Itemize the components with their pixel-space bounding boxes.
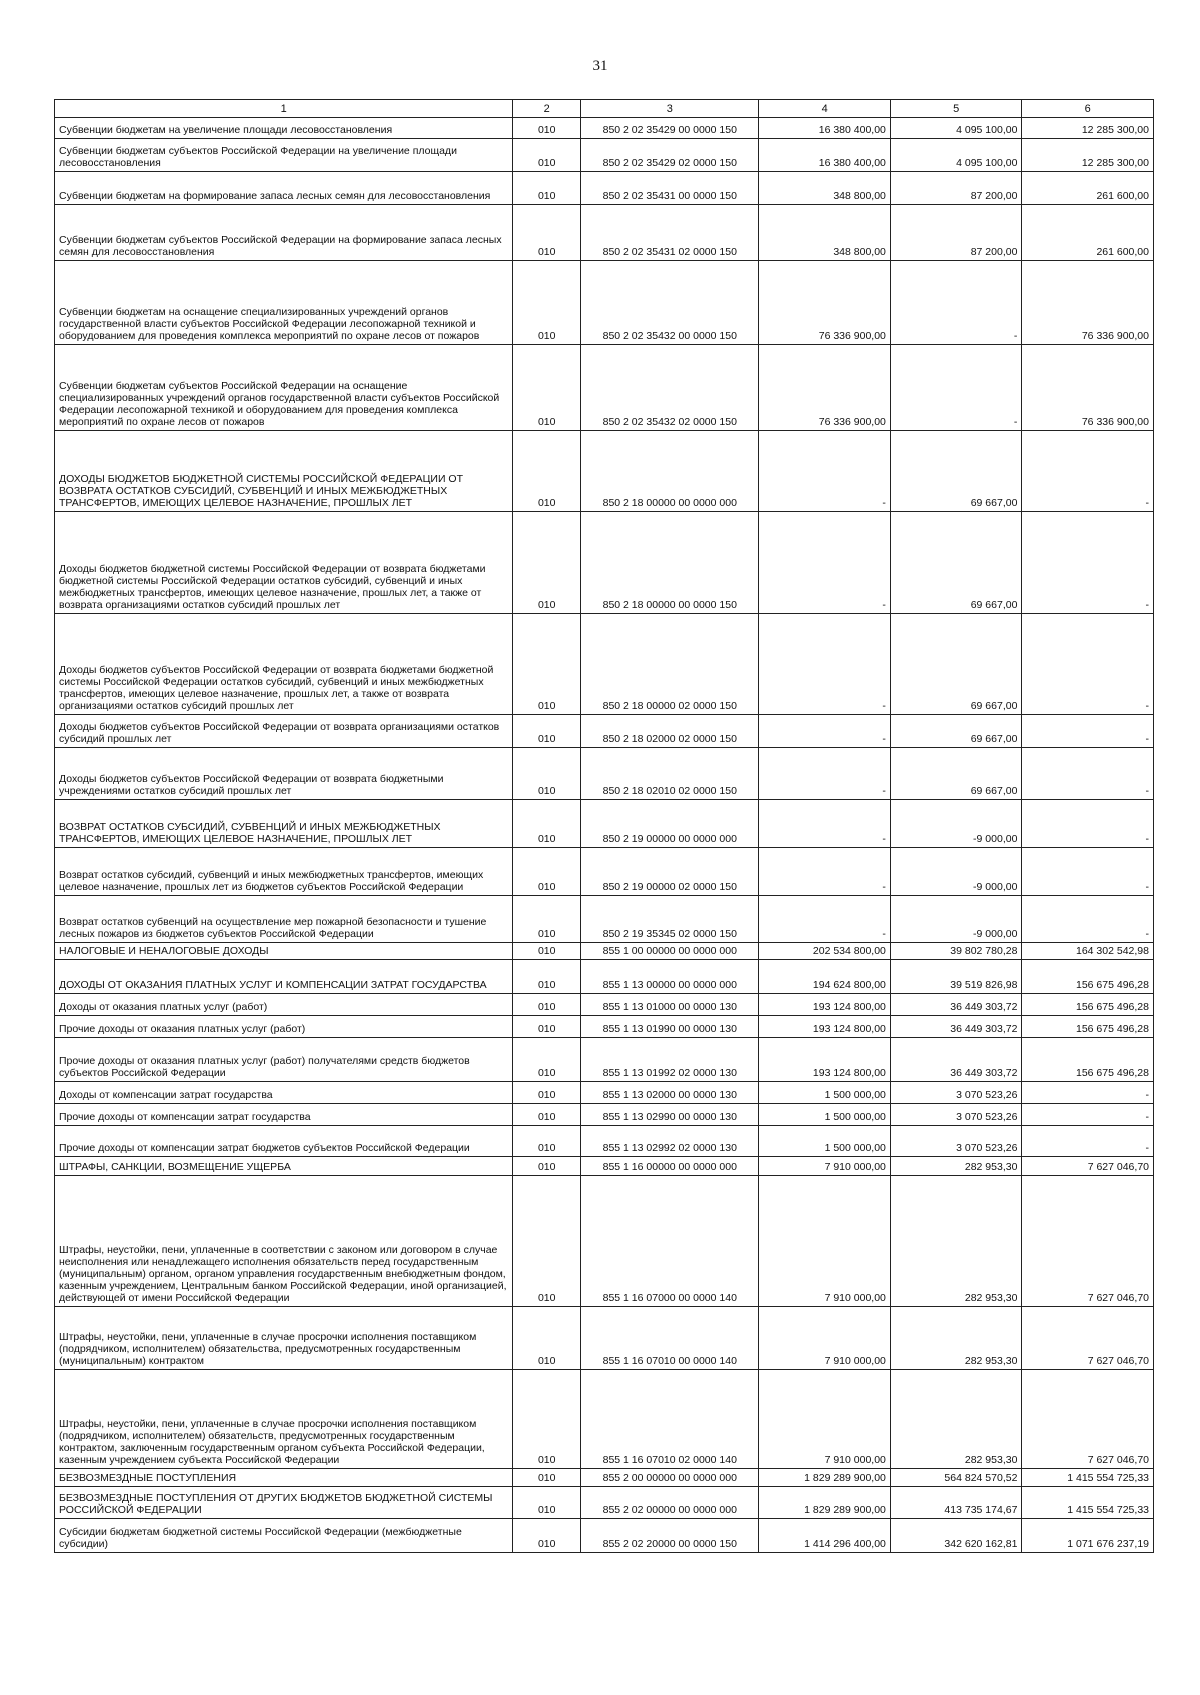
row-unexecuted-amount-cell: 1 071 676 237,19 [1022,1519,1154,1553]
row-name-cell: Субвенции бюджетам на увеличение площади лесовосстановления [55,118,513,139]
row-unexecuted-amount-cell: 156 675 496,28 [1022,1016,1154,1038]
row-line-code-cell: 010 [513,896,581,943]
row-approved-amount-cell: - [759,512,891,614]
row-budget-code-cell: 850 2 02 35431 02 0000 150 [581,205,759,261]
row-name-cell: Доходы бюджетов бюджетной системы Российской Федерации от возврата бюджетами бюджетной системы Российской Федерации остатков субсидий, субвенций и иных межбюджетных трансфертов, имеющих целевое назначение, прошлых лет, а также от возврата организациями остатков субсидий прошлых лет [55,512,513,614]
table-body [55,118,1154,1553]
row-line-code-cell: 010 [513,1016,581,1038]
row-line-code-cell: 010 [513,512,581,614]
row-unexecuted-amount-cell: 7 627 046,70 [1022,1307,1154,1370]
table-row [55,800,1154,848]
row-executed-amount-cell: 4 095 100,00 [890,139,1022,172]
row-unexecuted-amount-cell: - [1022,512,1154,614]
row-executed-amount-cell: 342 620 162,81 [890,1519,1022,1553]
row-name-cell: Субвенции бюджетам субъектов Российской Федерации на увеличение площади лесовосстановления [55,139,513,172]
row-unexecuted-amount-cell: - [1022,896,1154,943]
table-row [55,848,1154,896]
row-budget-code-cell: 850 2 02 35429 00 0000 150 [581,118,759,139]
row-name-cell: Прочие доходы от оказания платных услуг (работ) получателями средств бюджетов субъектов Российской Федерации [55,1038,513,1082]
row-line-code-cell: 010 [513,614,581,715]
table-row [55,715,1154,748]
row-executed-amount-cell: 36 449 303,72 [890,1016,1022,1038]
row-budget-code-cell: 855 1 13 02990 00 0000 130 [581,1104,759,1126]
row-unexecuted-amount-cell: 156 675 496,28 [1022,994,1154,1016]
table-row [55,1016,1154,1038]
row-line-code-cell: 010 [513,1038,581,1082]
row-budget-code-cell: 855 2 00 00000 00 0000 000 [581,1469,759,1487]
row-budget-code-cell: 855 1 16 07010 00 0000 140 [581,1307,759,1370]
table-row [55,1307,1154,1370]
row-name-cell: БЕЗВОЗМЕЗДНЫЕ ПОСТУПЛЕНИЯ [55,1469,513,1487]
table-row [55,1176,1154,1307]
row-line-code-cell: 010 [513,205,581,261]
row-line-code-cell: 010 [513,431,581,512]
row-line-code-cell: 010 [513,994,581,1016]
row-line-code-cell: 010 [513,1487,581,1519]
row-line-code-cell: 010 [513,960,581,994]
row-budget-code-cell: 855 1 13 02000 00 0000 130 [581,1082,759,1104]
row-unexecuted-amount-cell: 7 627 046,70 [1022,1370,1154,1469]
row-executed-amount-cell: 36 449 303,72 [890,1038,1022,1082]
table-row [55,1519,1154,1553]
table-row [55,1038,1154,1082]
row-approved-amount-cell: 1 500 000,00 [759,1126,891,1157]
row-unexecuted-amount-cell: 164 302 542,98 [1022,943,1154,960]
row-executed-amount-cell: 87 200,00 [890,205,1022,261]
row-name-cell: Прочие доходы от компенсации затрат бюджетов субъектов Российской Федерации [55,1126,513,1157]
row-executed-amount-cell: 282 953,30 [890,1157,1022,1176]
row-unexecuted-amount-cell: - [1022,614,1154,715]
row-name-cell: Штрафы, неустойки, пени, уплаченные в соответствии с законом или договором в случае неисполнения или ненадлежащего исполнения обязательств перед государственным (муниципальным) органом, органом управления государственным внебюджетным фондом, казенным учреждением, Центральным банком Российской Федерации, иной организацией, действующей от имени Российской Федерации [55,1176,513,1307]
row-unexecuted-amount-cell: 76 336 900,00 [1022,345,1154,431]
row-executed-amount-cell: 69 667,00 [890,715,1022,748]
row-line-code-cell: 010 [513,1469,581,1487]
row-approved-amount-cell: 194 624 800,00 [759,960,891,994]
table-row [55,1487,1154,1519]
row-line-code-cell: 010 [513,848,581,896]
row-executed-amount-cell: 282 953,30 [890,1307,1022,1370]
row-name-cell: Субвенции бюджетам на оснащение специализированных учреждений органов государственной власти субъектов Российской Федерации лесопожарной техникой и оборудованием для проведения комплекса мероприятий по охране лесов от пожаров [55,261,513,345]
row-executed-amount-cell: -9 000,00 [890,800,1022,848]
row-budget-code-cell: 850 2 02 35432 00 0000 150 [581,261,759,345]
row-name-cell: Доходы бюджетов субъектов Российской Федерации от возврата бюджетными учреждениями остатков субсидий прошлых лет [55,748,513,800]
row-line-code-cell: 010 [513,943,581,960]
row-unexecuted-amount-cell: 1 415 554 725,33 [1022,1469,1154,1487]
row-approved-amount-cell: - [759,748,891,800]
row-budget-code-cell: 850 2 19 35345 02 0000 150 [581,896,759,943]
row-unexecuted-amount-cell: - [1022,748,1154,800]
row-line-code-cell: 010 [513,345,581,431]
table-row [55,172,1154,205]
row-name-cell: НАЛОГОВЫЕ И НЕНАЛОГОВЫЕ ДОХОДЫ [55,943,513,960]
row-approved-amount-cell: 16 380 400,00 [759,139,891,172]
page-number: 31 [592,58,608,74]
row-approved-amount-cell: - [759,848,891,896]
table-row [55,1082,1154,1104]
row-name-cell: Прочие доходы от оказания платных услуг (работ) [55,1016,513,1038]
row-approved-amount-cell: 193 124 800,00 [759,994,891,1016]
row-unexecuted-amount-cell: - [1022,1126,1154,1157]
row-line-code-cell: 010 [513,800,581,848]
table-row [55,205,1154,261]
row-approved-amount-cell: 1 414 296 400,00 [759,1519,891,1553]
row-executed-amount-cell: - [890,261,1022,345]
row-approved-amount-cell: - [759,715,891,748]
row-executed-amount-cell: 282 953,30 [890,1370,1022,1469]
row-executed-amount-cell: 69 667,00 [890,512,1022,614]
row-approved-amount-cell: 193 124 800,00 [759,1016,891,1038]
row-unexecuted-amount-cell: - [1022,715,1154,748]
row-budget-code-cell: 850 2 19 00000 02 0000 150 [581,848,759,896]
column-number-row [55,100,1154,118]
row-approved-amount-cell: 76 336 900,00 [759,261,891,345]
row-unexecuted-amount-cell: 12 285 300,00 [1022,139,1154,172]
row-budget-code-cell: 855 1 16 07000 00 0000 140 [581,1176,759,1307]
row-unexecuted-amount-cell: 7 627 046,70 [1022,1157,1154,1176]
row-budget-code-cell: 855 1 13 01990 00 0000 130 [581,1016,759,1038]
row-line-code-cell: 010 [513,1176,581,1307]
column-header-3: 3 [581,100,759,118]
row-executed-amount-cell: 413 735 174,67 [890,1487,1022,1519]
row-name-cell: Штрафы, неустойки, пени, уплаченные в случае просрочки исполнения поставщиком (подрядчиком, исполнителем) обязательства, предусмотренных государственным (муниципальным) контрактом [55,1307,513,1370]
row-budget-code-cell: 855 1 13 01992 02 0000 130 [581,1038,759,1082]
table-row [55,1370,1154,1469]
row-approved-amount-cell: 1 829 289 900,00 [759,1469,891,1487]
row-executed-amount-cell: -9 000,00 [890,896,1022,943]
table-row [55,431,1154,512]
table-row [55,994,1154,1016]
budget-revenue-table [54,99,1154,1553]
row-executed-amount-cell: 3 070 523,26 [890,1104,1022,1126]
row-budget-code-cell: 855 1 13 01000 00 0000 130 [581,994,759,1016]
row-unexecuted-amount-cell: - [1022,1104,1154,1126]
row-name-cell: ДОХОДЫ БЮДЖЕТОВ БЮДЖЕТНОЙ СИСТЕМЫ РОССИЙСКОЙ ФЕДЕРАЦИИ ОТ ВОЗВРАТА ОСТАТКОВ СУБСИДИЙ, СУБВЕНЦИЙ И ИНЫХ МЕЖБЮДЖЕТНЫХ ТРАНСФЕРТОВ, ИМЕЮЩИХ ЦЕЛЕВОЕ НАЗНАЧЕНИЕ, ПРОШЛЫХ ЛЕТ [55,431,513,512]
row-line-code-cell: 010 [513,172,581,205]
table-row [55,1104,1154,1126]
row-name-cell: ШТРАФЫ, САНКЦИИ, ВОЗМЕЩЕНИЕ УЩЕРБА [55,1157,513,1176]
row-approved-amount-cell: 7 910 000,00 [759,1307,891,1370]
row-unexecuted-amount-cell: 1 415 554 725,33 [1022,1487,1154,1519]
column-header-2: 2 [513,100,581,118]
row-line-code-cell: 010 [513,118,581,139]
row-budget-code-cell: 850 2 18 00000 00 0000 150 [581,512,759,614]
table-row [55,943,1154,960]
row-name-cell: Доходы от компенсации затрат государства [55,1082,513,1104]
row-executed-amount-cell: 69 667,00 [890,614,1022,715]
table-row [55,139,1154,172]
row-unexecuted-amount-cell: 12 285 300,00 [1022,118,1154,139]
row-name-cell: Субвенции бюджетам субъектов Российской Федерации на оснащение специализированных учреждений органов государственной власти субъектов Российской Федерации лесопожарной техникой и оборудованием для проведения комплекса мероприятий по охране лесов от пожаров [55,345,513,431]
row-name-cell: Возврат остатков субвенций на осуществление мер пожарной безопасности и тушение лесных пожаров из бюджетов субъектов Российской Федерации [55,896,513,943]
row-approved-amount-cell: 16 380 400,00 [759,118,891,139]
row-executed-amount-cell: 564 824 570,52 [890,1469,1022,1487]
row-approved-amount-cell: 7 910 000,00 [759,1176,891,1307]
row-line-code-cell: 010 [513,715,581,748]
row-executed-amount-cell: 282 953,30 [890,1176,1022,1307]
row-name-cell: Субсидии бюджетам бюджетной системы Российской Федерации (межбюджетные субсидии) [55,1519,513,1553]
column-header-4: 4 [759,100,891,118]
row-line-code-cell: 010 [513,139,581,172]
row-budget-code-cell: 855 1 13 00000 00 0000 000 [581,960,759,994]
row-line-code-cell: 010 [513,1370,581,1469]
row-approved-amount-cell: - [759,614,891,715]
row-unexecuted-amount-cell: 261 600,00 [1022,205,1154,261]
row-budget-code-cell: 855 1 13 02992 02 0000 130 [581,1126,759,1157]
row-approved-amount-cell: 348 800,00 [759,172,891,205]
row-line-code-cell: 010 [513,1082,581,1104]
row-name-cell: Субвенции бюджетам субъектов Российской Федерации на формирование запаса лесных семян для лесовосстановления [55,205,513,261]
row-executed-amount-cell: 3 070 523,26 [890,1082,1022,1104]
row-approved-amount-cell: 1 829 289 900,00 [759,1487,891,1519]
row-executed-amount-cell: - [890,345,1022,431]
row-name-cell: Доходы бюджетов субъектов Российской Федерации от возврата организациями остатков субсидий прошлых лет [55,715,513,748]
row-unexecuted-amount-cell: - [1022,1082,1154,1104]
row-executed-amount-cell: 36 449 303,72 [890,994,1022,1016]
row-executed-amount-cell: 39 519 826,98 [890,960,1022,994]
row-unexecuted-amount-cell: 7 627 046,70 [1022,1176,1154,1307]
row-unexecuted-amount-cell: 76 336 900,00 [1022,261,1154,345]
row-budget-code-cell: 855 2 02 20000 00 0000 150 [581,1519,759,1553]
table-row [55,614,1154,715]
row-approved-amount-cell: 202 534 800,00 [759,943,891,960]
table-row [55,960,1154,994]
table-row [55,748,1154,800]
row-name-cell: ВОЗВРАТ ОСТАТКОВ СУБСИДИЙ, СУБВЕНЦИЙ И ИНЫХ МЕЖБЮДЖЕТНЫХ ТРАНСФЕРТОВ, ИМЕЮЩИХ ЦЕЛЕВОЕ НАЗНАЧЕНИЕ, ПРОШЛЫХ ЛЕТ [55,800,513,848]
row-budget-code-cell: 850 2 18 00000 02 0000 150 [581,614,759,715]
row-line-code-cell: 010 [513,261,581,345]
row-budget-code-cell: 850 2 02 35432 02 0000 150 [581,345,759,431]
row-name-cell: Возврат остатков субсидий, субвенций и иных межбюджетных трансфертов, имеющих целевое назначение, прошлых лет из бюджетов субъектов Российской Федерации [55,848,513,896]
row-name-cell: БЕЗВОЗМЕЗДНЫЕ ПОСТУПЛЕНИЯ ОТ ДРУГИХ БЮДЖЕТОВ БЮДЖЕТНОЙ СИСТЕМЫ РОССИЙСКОЙ ФЕДЕРАЦИИ [55,1487,513,1519]
row-approved-amount-cell: 7 910 000,00 [759,1157,891,1176]
row-executed-amount-cell: 4 095 100,00 [890,118,1022,139]
row-budget-code-cell: 850 2 19 00000 00 0000 000 [581,800,759,848]
row-executed-amount-cell: 69 667,00 [890,431,1022,512]
row-budget-code-cell: 850 2 02 35431 00 0000 150 [581,172,759,205]
table-row [55,896,1154,943]
row-unexecuted-amount-cell: - [1022,431,1154,512]
row-approved-amount-cell: - [759,800,891,848]
row-line-code-cell: 010 [513,748,581,800]
column-header-5: 5 [890,100,1022,118]
row-name-cell: Доходы от оказания платных услуг (работ) [55,994,513,1016]
row-executed-amount-cell: 39 802 780,28 [890,943,1022,960]
row-line-code-cell: 010 [513,1126,581,1157]
table-row [55,118,1154,139]
row-approved-amount-cell: 193 124 800,00 [759,1038,891,1082]
row-line-code-cell: 010 [513,1519,581,1553]
table-row [55,512,1154,614]
column-header-1: 1 [55,100,513,118]
table-row [55,261,1154,345]
row-budget-code-cell: 850 2 18 02010 02 0000 150 [581,748,759,800]
row-name-cell: Доходы бюджетов субъектов Российской Федерации от возврата бюджетами бюджетной системы Российской Федерации остатков субсидий, субвенций и иных межбюджетных трансфертов, имеющих целевое назначение, прошлых лет, а также от возврата организациями остатков субсидий прошлых лет [55,614,513,715]
table-row [55,1126,1154,1157]
row-budget-code-cell: 850 2 02 35429 02 0000 150 [581,139,759,172]
column-header-6: 6 [1022,100,1154,118]
row-name-cell: Прочие доходы от компенсации затрат государства [55,1104,513,1126]
row-line-code-cell: 010 [513,1157,581,1176]
row-budget-code-cell: 855 1 00 00000 00 0000 000 [581,943,759,960]
row-executed-amount-cell: 3 070 523,26 [890,1126,1022,1157]
row-line-code-cell: 010 [513,1307,581,1370]
row-unexecuted-amount-cell: 156 675 496,28 [1022,1038,1154,1082]
row-budget-code-cell: 850 2 18 02000 02 0000 150 [581,715,759,748]
row-executed-amount-cell: -9 000,00 [890,848,1022,896]
row-unexecuted-amount-cell: 261 600,00 [1022,172,1154,205]
row-approved-amount-cell: 1 500 000,00 [759,1082,891,1104]
row-unexecuted-amount-cell: - [1022,848,1154,896]
row-name-cell: Штрафы, неустойки, пени, уплаченные в случае просрочки исполнения поставщиком (подрядчиком, исполнителем) обязательств, предусмотренных государственным контрактом, заключенным государственным органом субъекта Российской Федерации, казенным учреждением субъекта Российской Федерации [55,1370,513,1469]
row-unexecuted-amount-cell: 156 675 496,28 [1022,960,1154,994]
row-executed-amount-cell: 87 200,00 [890,172,1022,205]
row-budget-code-cell: 855 2 02 00000 00 0000 000 [581,1487,759,1519]
row-budget-code-cell: 855 1 16 07010 02 0000 140 [581,1370,759,1469]
row-name-cell: ДОХОДЫ ОТ ОКАЗАНИЯ ПЛАТНЫХ УСЛУГ И КОМПЕНСАЦИИ ЗАТРАТ ГОСУДАРСТВА [55,960,513,994]
row-approved-amount-cell: 76 336 900,00 [759,345,891,431]
table-row [55,345,1154,431]
row-approved-amount-cell: 1 500 000,00 [759,1104,891,1126]
row-approved-amount-cell: - [759,431,891,512]
row-approved-amount-cell: 7 910 000,00 [759,1370,891,1469]
table-row [55,1157,1154,1176]
row-name-cell: Субвенции бюджетам на формирование запаса лесных семян для лесовосстановления [55,172,513,205]
row-approved-amount-cell: 348 800,00 [759,205,891,261]
row-line-code-cell: 010 [513,1104,581,1126]
row-approved-amount-cell: - [759,896,891,943]
table-row [55,1469,1154,1487]
row-executed-amount-cell: 69 667,00 [890,748,1022,800]
row-budget-code-cell: 855 1 16 00000 00 0000 000 [581,1157,759,1176]
row-unexecuted-amount-cell: - [1022,800,1154,848]
row-budget-code-cell: 850 2 18 00000 00 0000 000 [581,431,759,512]
